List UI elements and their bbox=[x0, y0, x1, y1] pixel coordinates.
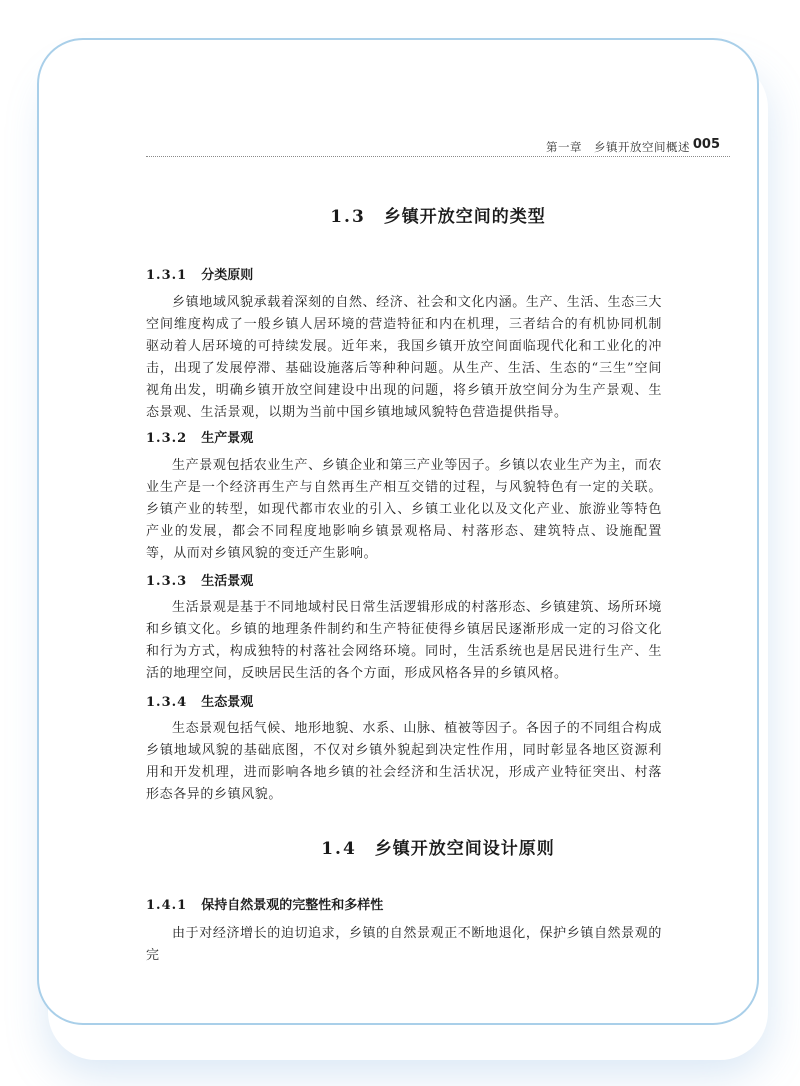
subsection-title: 分类原则 bbox=[201, 268, 254, 283]
paragraph-1-3-4: 生态景观包括气候、地形地貌、水系、山脉、植被等因子。各因子的不同组合构成乡镇地域风貌的基础底图，不仅对乡镇外貌起到决定性作用，同时彰显各地区资源利用和开发机理，进而影响各地乡镇的社会经济和生活状况，形成产业特征突出、村落形态各异的乡镇风貌。 bbox=[146, 721, 662, 802]
subsection-number: 1.3.3 bbox=[146, 574, 188, 589]
section-number: 1.4 bbox=[321, 839, 357, 859]
subsection-number: 1.3.1 bbox=[146, 268, 188, 283]
section-title: 乡镇开放空间的类型 bbox=[383, 207, 546, 227]
paragraph-1-3-3: 生活景观是基于不同地域村民日常生活逻辑形成的村落形态、乡镇建筑、场所环境和乡镇文化。乡镇的地理条件制约和生产特征使得乡镇居民逐渐形成一定的习俗文化和行为方式，构成独特的村落社会网络环境。同时，生活系统也是居民进行生产、生活的地理空间，反映居民生活的各个方面，形成风格各异的乡镇风格。 bbox=[146, 600, 662, 681]
subsection-1-3-2-heading bbox=[146, 427, 253, 446]
page-number: 005 bbox=[692, 137, 720, 152]
running-head bbox=[146, 136, 730, 157]
paragraph-1-4-1: 由于对经济增长的迫切追求，乡镇的自然景观正不断地退化，保护乡镇自然景观的完 bbox=[146, 926, 662, 963]
subsection-1-3-1-heading bbox=[146, 264, 253, 283]
paragraph-1-3-2: 生产景观包括农业生产、乡镇企业和第三产业等因子。乡镇以农业生产为主，而农业生产是一个经济再生产与自然再生产相互交错的过程，与风貌特色有一定的关联。乡镇产业的转型，如现代都市农业的引入、乡镇工业化以及文化产业、旅游业等特色产业的发展，都会不同程度地影响乡镇景观格局、村落形态、建筑特点、设施配置等，从而对乡镇风貌的变迁产生影响。 bbox=[146, 458, 662, 561]
subsection-1-3-4-heading bbox=[146, 691, 253, 710]
section-1-3-heading bbox=[146, 202, 730, 227]
subsection-1-3-3-heading bbox=[146, 570, 253, 589]
paragraph-1-3-1: 乡镇地域风貌承载着深刻的自然、经济、社会和文化内涵。生产、生活、生态三大空间维度构成了一般乡镇人居环境的营造特征和内在机理，三者结合的有机协同机制驱动着人居环境的可持续发展。近年来，我国乡镇开放空间面临现代化和工业化的冲击，出现了发展停滞、基础设施落后等种种问题。从生产、生活、生态的“三生”空间视角出发，明确乡镇开放空间建设中出现的问题，将乡镇开放空间分为生产景观、生态景观、生活景观，以期为当前中国乡镇地域风貌特色营造提供指导。 bbox=[146, 295, 662, 420]
subsection-1-4-1-heading bbox=[146, 894, 383, 913]
running-head-chapter: 第一章 乡镇开放空间概述 bbox=[546, 140, 690, 154]
subsection-title: 生态景观 bbox=[201, 695, 254, 710]
subsection-number: 1.3.2 bbox=[146, 431, 188, 446]
section-number: 1.3 bbox=[330, 207, 366, 227]
subsection-title: 保持自然景观的完整性和多样性 bbox=[201, 898, 384, 913]
subsection-title: 生活景观 bbox=[201, 574, 254, 589]
subsection-number: 1.3.4 bbox=[146, 695, 188, 710]
section-1-4-heading bbox=[146, 834, 730, 859]
subsection-number: 1.4.1 bbox=[146, 898, 188, 913]
section-title: 乡镇开放空间设计原则 bbox=[374, 839, 555, 859]
subsection-title: 生产景观 bbox=[201, 431, 254, 446]
